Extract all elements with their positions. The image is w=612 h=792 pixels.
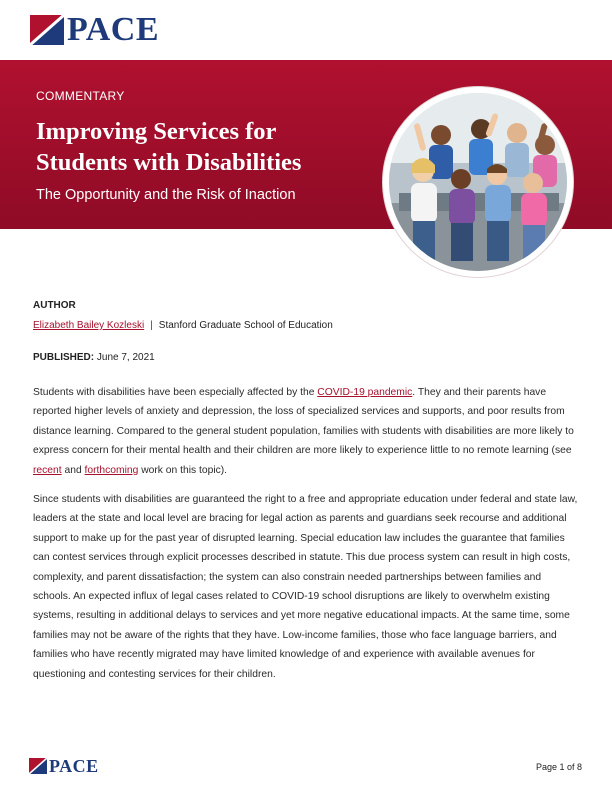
page-number: Page 1 of 8 xyxy=(535,762,582,772)
children-classroom-photo xyxy=(389,93,567,271)
p1-text-a: Students with disabilities have been especially affected by the xyxy=(33,387,318,398)
pace-logo[interactable] xyxy=(30,11,160,48)
article-body xyxy=(33,383,581,694)
author-affiliation: Stanford Graduate School of Education xyxy=(158,320,333,331)
body-paragraph-1 xyxy=(33,383,581,480)
published-label: PUBLISHED: xyxy=(33,352,95,363)
p1-text-d: work on this topic). xyxy=(138,464,228,476)
published-line xyxy=(33,352,155,363)
article-title: Improving Services for Students with Disabilities xyxy=(36,118,302,176)
p1-text-b: . They and their parents have reported higher levels of anxiety and depression, the loss of specialized services and supports, and poor results from distance learning. Compared to the general student population, families with students with disabilities are more likely to express concern for their mental health and their children are more likely to experience little to no remote learning (see xyxy=(33,387,574,457)
author-line xyxy=(33,320,333,331)
pace-logo-mark-icon xyxy=(30,15,64,45)
article-subtitle: The Opportunity and the Risk of Inaction xyxy=(36,187,296,203)
footer-pace-logo xyxy=(29,757,99,775)
author-separator: | xyxy=(150,320,153,331)
article-kicker: COMMENTARY xyxy=(36,89,125,103)
body-paragraph-2: Since students with disabilities are guaranteed the right to a free and appropriate education under federal and state law, leaders at the state and local level are bracing for legal action as parents and guardians seek recourse and additional support to make up for the past year of disrupted learning. Special education law includes the guarantee that families can contest services through explicit processes described in statute. This due process system can result in high costs, complexity, and parent dissatisfaction; the system can also constrain needed partnerships between families and schools. An expected influx of legal cases related to COVID-19 school disruptions are likely to overwhelm existing systems, resulting in additional delays to services and yet more negative educational impacts. At the same time, some families may not be aware of the rights that they have. Low-income families, those who face language barriers, and families who have recently migrated may have limited knowledge of and experience with available avenues for questioning and contesting services for their children. xyxy=(33,494,578,680)
author-name-link[interactable]: Elizabeth Bailey Kozleski xyxy=(33,320,145,331)
author-label: AUTHOR xyxy=(33,300,76,311)
footer-logo-text: PACE xyxy=(49,756,99,776)
covid-pandemic-link[interactable]: COVID-19 pandemic xyxy=(317,387,413,398)
forthcoming-link[interactable]: forthcoming xyxy=(84,464,139,476)
published-date: June 7, 2021 xyxy=(96,352,155,363)
p1-text-c: and xyxy=(61,464,85,476)
recent-link[interactable]: recent xyxy=(33,464,62,476)
footer-logo-mark-icon xyxy=(29,758,47,774)
pace-logo-text: PACE xyxy=(67,11,160,48)
